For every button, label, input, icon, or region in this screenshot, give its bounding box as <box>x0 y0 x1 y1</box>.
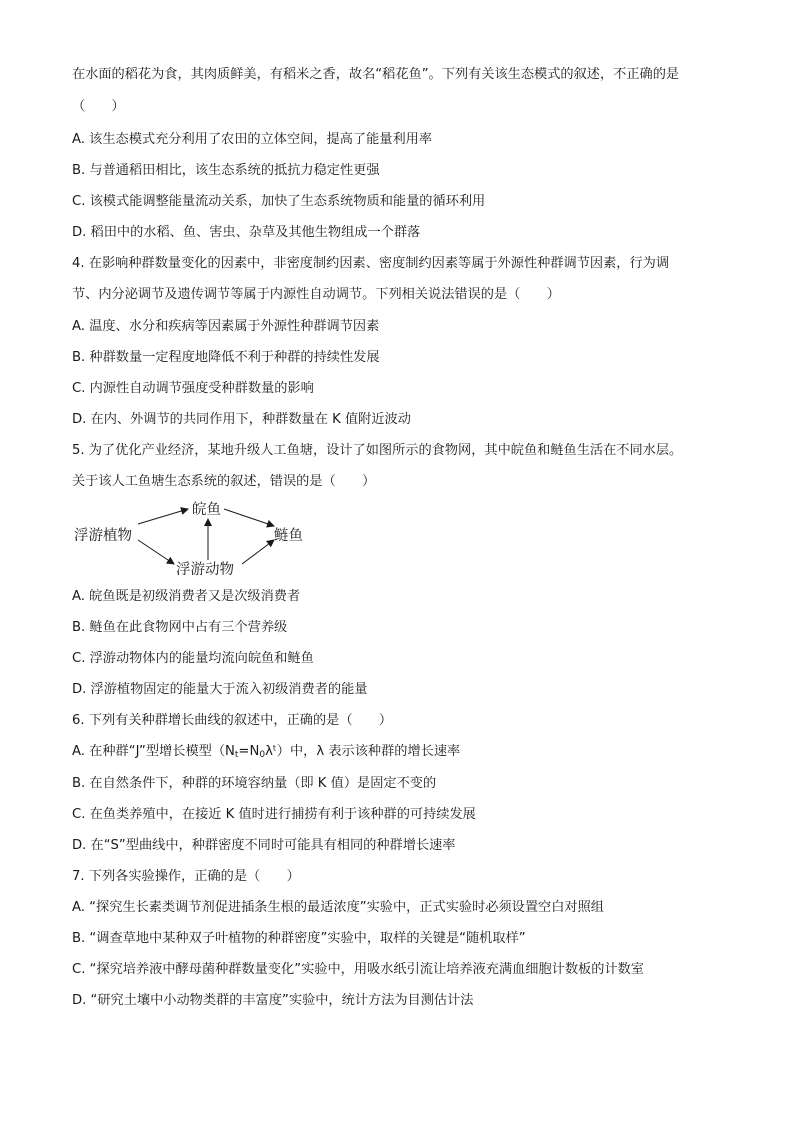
subscript-0: 0 <box>259 750 266 760</box>
q7-option-c: C. “探究培养液中酵母菌种群数量变化”实验中，用吸水纸引流让培养液充满血细胞计数板的计数室 <box>72 962 644 977</box>
q3-option-a: A. 该生态模式充分利用了农田的立体空间，提高了能量利用率 <box>72 132 433 147</box>
q4-stem-line1: 4. 在影响种群数量变化的因素中，非密度制约因素、密度制约因素等属于外源性种群调节因素，行为调 <box>72 256 670 271</box>
q5-option-c: C. 浮游动物体内的能量均流向皖鱼和鲢鱼 <box>72 651 314 666</box>
arrow-zoo-to-silver <box>242 540 274 564</box>
q6-option-a-pre: A. 在种群“J”型增长模型（N <box>72 744 235 759</box>
node-wan-fish: 皖鱼 <box>192 502 221 518</box>
q4-option-c: C. 内源性自动调节强度受种群数量的影响 <box>72 381 314 396</box>
q3-answer-blank: （ ） <box>72 99 125 114</box>
q6-option-c: C. 在鱼类养殖中，在接近 K 值时进行捕捞有利于该种群的可持续发展 <box>72 807 476 822</box>
q6-option-a-mid: =N <box>238 744 260 759</box>
node-phytoplankton: 浮游植物 <box>74 528 132 544</box>
q6-option-d: D. 在“S”型曲线中，种群密度不同时可能具有相同的种群增长速率 <box>72 838 456 853</box>
q4-option-d: D. 在内、外调节的共同作用下，种群数量在 K 值附近波动 <box>72 412 411 427</box>
q5-stem-line1: 5. 为了优化产业经济，某地升级人工鱼塘，设计了如图所示的食物网，其中皖鱼和鲢鱼生活在不同水层。 <box>72 443 683 458</box>
q6-option-a <box>72 743 460 764</box>
node-silver-carp: 鲢鱼 <box>274 528 303 544</box>
q6-option-a-post: λᵗ）中，λ 表示该种群的增长速率 <box>265 744 461 759</box>
q7-option-b: B. “调查草地中某种双子叶植物的种群密度”实验中，取样的关键是“随机取样” <box>72 931 526 946</box>
food-web-diagram <box>70 496 320 580</box>
q3-stem-line1: 在水面的稻花为食，其肉质鲜美，有稻米之香，故名“稻花鱼”。下列有关该生态模式的叙述，不正确的是 <box>72 67 680 82</box>
q3-option-b: B. 与普通稻田相比，该生态系统的抵抗力稳定性更强 <box>72 163 380 178</box>
q7-stem: 7. 下列各实验操作，正确的是（ ） <box>72 869 300 884</box>
q6-option-b: B. 在自然条件下，种群的环境容纳量（即 K 值）是固定不变的 <box>72 776 437 791</box>
q6-stem: 6. 下列有关种群增长曲线的叙述中，正确的是（ ） <box>72 713 393 728</box>
q5-option-a: A. 皖鱼既是初级消费者又是次级消费者 <box>72 589 301 604</box>
q4-option-a: A. 温度、水分和疾病等因素属于外源性种群调节因素 <box>72 319 380 334</box>
q4-stem-line2: 节、内分泌调节及遗传调节等属于内源性自动调节。下列相关说法错误的是（ ） <box>72 287 560 302</box>
q5-option-d: D. 浮游植物固定的能量大于流入初级消费者的能量 <box>72 682 368 697</box>
node-zooplankton: 浮游动物 <box>176 562 234 578</box>
q3-option-c: C. 该模式能调整能量流动关系，加快了生态系统物质和能量的循环利用 <box>72 194 486 209</box>
q7-option-a: A. “探究生长素类调节剂促进插条生根的最适浓度”实验中，正式实验时必须设置空白对照组 <box>72 900 604 915</box>
q4-option-b: B. 种群数量一定程度地降低不利于种群的持续性发展 <box>72 350 380 365</box>
arrow-phyto-to-wan <box>138 509 188 524</box>
q3-option-d: D. 稻田中的水稻、鱼、害虫、杂草及其他生物组成一个群落 <box>72 225 421 240</box>
arrow-phyto-to-zoo <box>138 540 174 564</box>
q5-option-b: B. 鲢鱼在此食物网中占有三个营养级 <box>72 620 288 635</box>
q5-stem-line2: 关于该人工鱼塘生态系统的叙述，错误的是（ ） <box>72 474 376 489</box>
subscript-t: t <box>234 750 239 760</box>
q7-option-d: D. “研究土壤中小动物类群的丰富度”实验中，统计方法为目测估计法 <box>72 993 474 1008</box>
arrow-wan-to-silver <box>224 509 274 526</box>
